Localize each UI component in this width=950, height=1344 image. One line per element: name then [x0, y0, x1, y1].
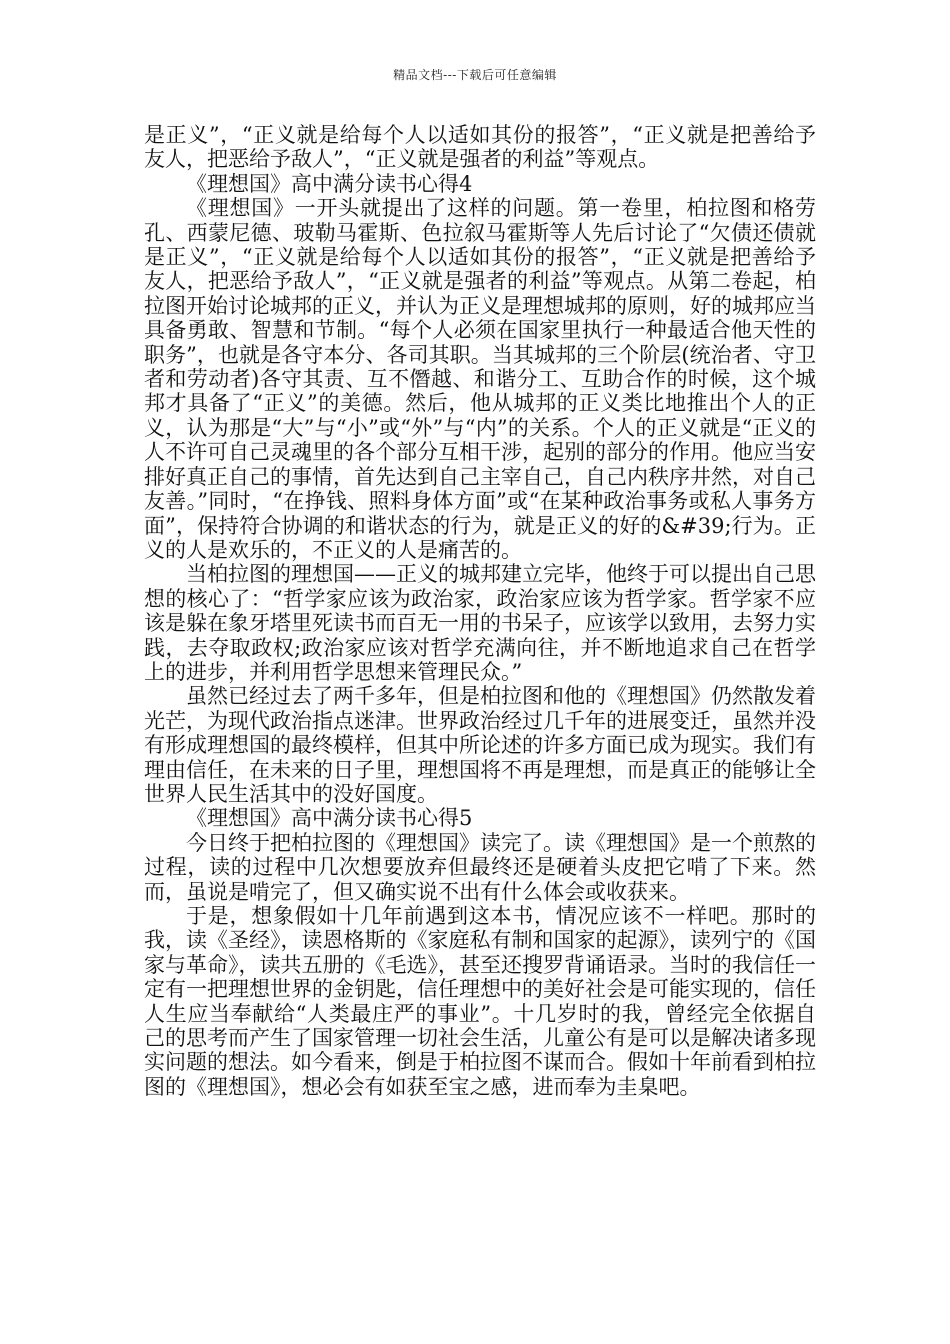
paragraph: 当柏拉图的理想国——正义的城邦建立完毕，他终于可以提出自己思想的核心了：“哲学家应该为政治家，政治家应该为哲学家。哲学家不应该是躲在象牙塔里死读书而百无一用的书呆子，应该学以致用，去努力实践，去夺取政权;政治家应该对哲学充满向往，并不断地追求自己在哲学上的进步，并利用哲学思想来管理民众。”	[144, 562, 816, 684]
paragraph: 《理想国》一开头就提出了这样的问题。第一卷里，柏拉图和格劳孔、西蒙尼德、玻勒马霍斯、色拉叙马霍斯等人先后讨论了“欠债还债就是正义”，“正义就是给每个人以适如其份的报答”，“正义就是把善给予友人，把恶给予敌人”，“正义就是强者的利益”等观点。从第二卷起，柏拉图开始讨论城邦的正义，并认为正义是理想城邦的原则，好的城邦应当具备勇敢、智慧和节制。“每个人必须在国家里执行一种最适合他天性的职务”，也就是各守本分、各司其职。当其城邦的三个阶层(统治者、守卫者和劳动者)各守其责、互不僭越、和谐分工、互助合作的时候，这个城邦才具备了“正义”的美德。然后，他从城邦的正义类比地推出个人的正义，认为那是“大”与“小”或“外”与“内”的关系。个人的正义就是“正义的人不许可自己灵魂里的各个部分互相干涉，起别的部分的作用。他应当安排好真正自己的事情，首先达到自己主宰自己，自己内秩序井然，对自己友善。”同时，“在挣钱、照料身体方面”或“在某种政治事务或私人事务方面”，保持符合协调的和谐状态的行为，就是正义的好的&#39;行为。正义的人是欢乐的，不正义的人是痛苦的。	[144, 196, 816, 562]
section-heading-4: 《理想国》高中满分读书心得4	[186, 171, 473, 196]
page-header: 精品文档---下载后可任意编辑	[393, 68, 557, 82]
paragraph: 今日终于把柏拉图的《理想国》读完了。读《理想国》是一个煎熬的过程，读的过程中几次想要放弃但最终还是硬着头皮把它啃了下来。然而，虽说是啃完了，但又确实说不出有什么体会或收获来。	[144, 830, 816, 904]
document-body	[144, 123, 816, 1099]
paragraph: 于是，想象假如十几年前遇到这本书，情况应该不一样吧。那时的我，读《圣经》，读恩格斯的《家庭私有制和国家的起源》，读列宁的《国家与革命》，读共五册的《毛选》，甚至还搜罗背诵语录。当时的我信任一定有一把理想世界的金钥匙，信任理想中的美好社会是可能实现的，信任人生应当奉献给“人类最庄严的事业”。十几岁时的我，曾经完全依据自己的思考而产生了国家管理一切社会生活，儿童公有是可以是解决诸多现实问题的想法。如今看来，倒是于柏拉图不谋而合。假如十年前看到柏拉图的《理想国》，想必会有如获至宝之感，进而奉为圭臬吧。	[144, 904, 816, 1099]
paragraph: 虽然已经过去了两千多年，但是柏拉图和他的《理想国》仍然散发着光芒，为现代政治指点迷津。世界政治经过几千年的进展变迁，虽然并没有形成理想国的最终模样，但其中所论述的许多方面已成为现实。我们有理由信任，在未来的日子里，理想国将不再是理想，而是真正的能够让全世界人民生活其中的没好国度。	[144, 684, 816, 806]
paragraph-continuation: 是正义”，“正义就是给每个人以适如其份的报答”，“正义就是把善给予友人，把恶给予敌人”，“正义就是强者的利益”等观点。	[144, 123, 816, 172]
section-heading-5: 《理想国》高中满分读书心得5	[186, 806, 473, 831]
